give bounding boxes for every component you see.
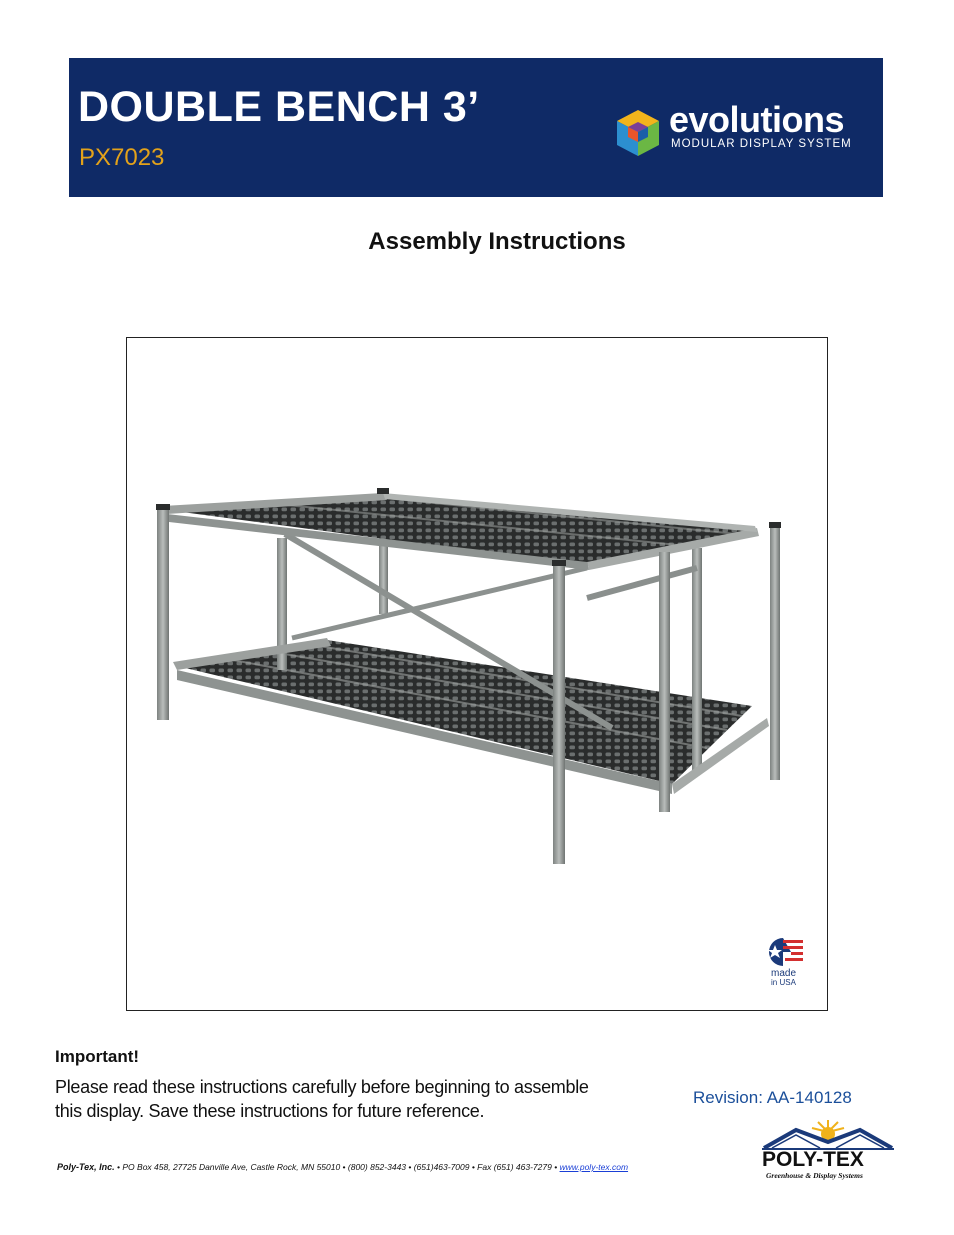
poly-tex-name: POLY-TEX: [762, 1148, 864, 1171]
important-heading: Important!: [55, 1047, 140, 1066]
poly-tex-greenhouse-sun-logo-icon: [760, 1118, 896, 1150]
product-title: DOUBLE BENCH 3’: [78, 83, 480, 131]
made-in-usa-flag-icon: [761, 934, 809, 968]
poly-tex-logo: [760, 1118, 896, 1182]
footer-address: • PO Box 458, 27725 Danville Ave, Castle Rock, MN 55010 • (800) 852-3443 • (651)463-7009 • Fax (651) 463-7279 •: [114, 1162, 560, 1172]
header-banner: [69, 58, 883, 197]
in-usa-label: in USA: [771, 978, 796, 987]
footer-company: Poly-Tex, Inc.: [57, 1162, 115, 1172]
made-label: made: [771, 968, 797, 979]
revision-label: Revision: AA-140128: [693, 1088, 852, 1107]
poly-tex-tagline: Greenhouse & Display Systems: [766, 1171, 863, 1180]
product-image-frame: [126, 337, 828, 1011]
brand-name: evolutions: [669, 99, 845, 140]
document-title: Assembly Instructions: [368, 228, 626, 255]
made-in-usa-badge: [761, 934, 809, 990]
double-bench-product-photo: [127, 338, 827, 1010]
evolutions-cube-logo-icon: [615, 108, 661, 158]
evolutions-logo: [615, 99, 875, 158]
brand-tagline: MODULAR DISPLAY SYSTEM: [671, 138, 852, 150]
important-text: Please read these instructions carefully before beginning to assemble this display. Save these instructions for future reference.: [55, 1077, 589, 1121]
footer-website-link[interactable]: www.poly-tex.com: [559, 1162, 629, 1172]
footer-contact: [57, 1162, 628, 1172]
product-code: PX7023: [79, 144, 165, 171]
